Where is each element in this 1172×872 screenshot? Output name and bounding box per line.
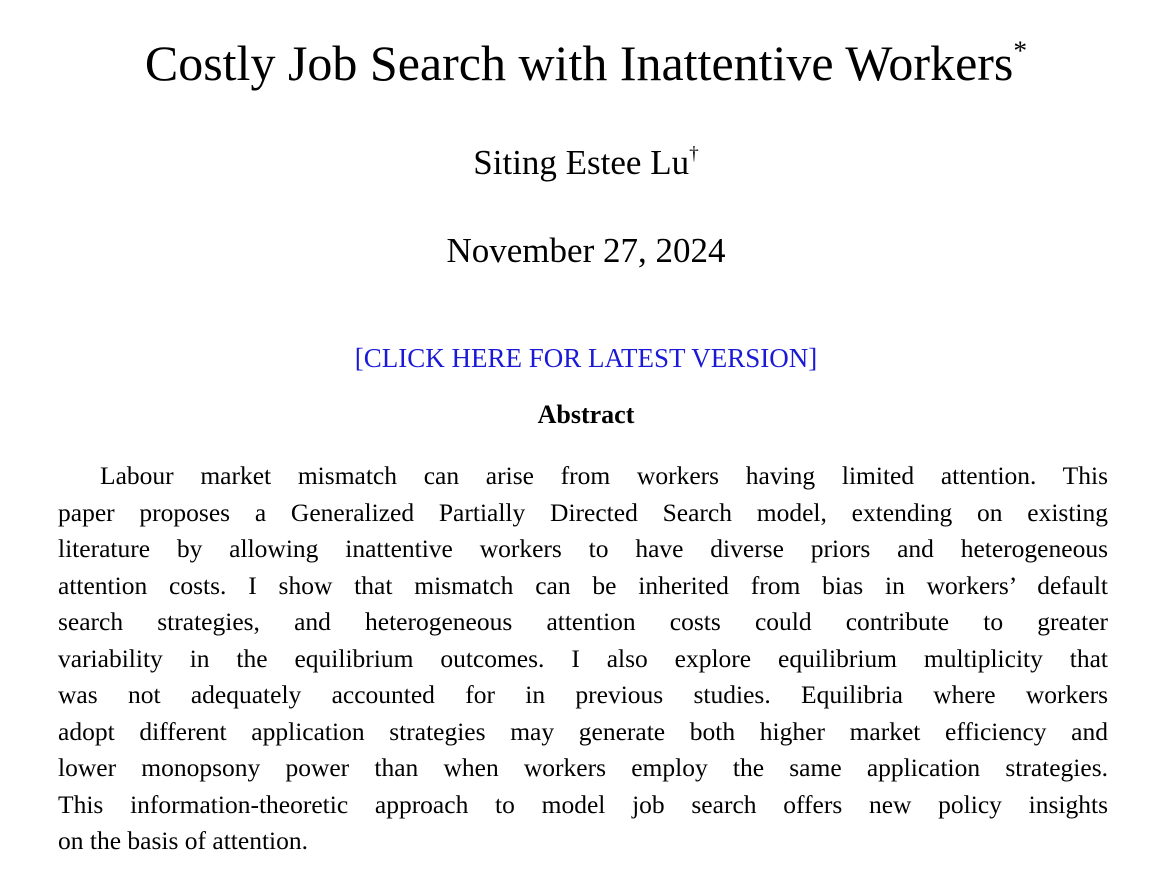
title-footnote-mark: *: [1013, 34, 1028, 66]
abstract-line: This information-theoretic approach to model job search offers new policy insights: [58, 789, 1108, 819]
author-name-text: Siting Estee Lu: [473, 143, 690, 182]
abstract-heading: Abstract: [537, 400, 635, 429]
author-name: [0, 140, 1172, 186]
paper-date: November 27, 2024: [446, 231, 726, 270]
abstract-line: Labour market mismatch can arise from workers having limited attention. This: [100, 461, 1108, 490]
abstract-body: [58, 458, 1108, 860]
paper-title: [0, 30, 1172, 96]
abstract-line: literature by allowing inattentive workers to have diverse priors and heterogeneous: [58, 534, 1108, 563]
paper-title-text: Costly Job Search with Inattentive Workers: [144, 35, 1014, 91]
abstract-line: on the basis of attention.: [58, 826, 308, 855]
abstract-line: variability in the equilibrium outcomes. I also explore equilibrium multiplicity that: [58, 643, 1108, 673]
latest-version-link-container: [0, 340, 1172, 376]
latest-version-link[interactable]: [CLICK HERE FOR LATEST VERSION]: [354, 343, 818, 373]
abstract-line: lower monopsony power than when workers employ the same application strategies.: [58, 753, 1108, 782]
abstract-line: search strategies, and heterogeneous attention costs could contribute to greater: [58, 607, 1108, 636]
abstract-line: adopt different application strategies may generate both higher market efficiency and: [58, 716, 1108, 746]
abstract-line: attention costs. I show that mismatch can be inherited from bias in workers’ default: [58, 570, 1108, 600]
author-footnote-mark: †: [689, 143, 699, 165]
abstract-line: was not adequately accounted for in previous studies. Equilibria where workers: [58, 680, 1108, 709]
abstract-line: paper proposes a Generalized Partially Directed Search model, extending on existing: [58, 497, 1108, 527]
